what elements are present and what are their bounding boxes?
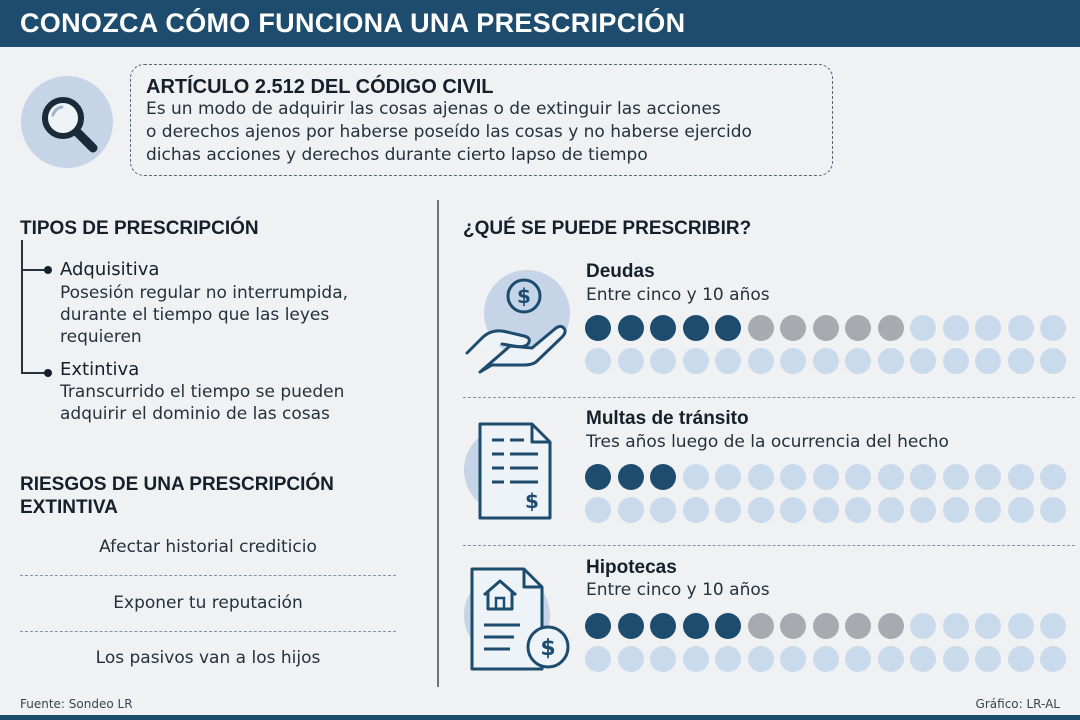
empty-dot <box>748 464 774 490</box>
risks-title <box>20 473 334 519</box>
empty-dot <box>975 497 1001 523</box>
dot-row <box>585 613 1075 644</box>
empty-dot <box>1008 613 1034 639</box>
empty-dot <box>780 464 806 490</box>
empty-dot <box>1008 646 1034 672</box>
type-name-adquisitiva: Adquisitiva <box>60 259 160 280</box>
type-description-extintiva <box>60 381 344 425</box>
empty-dot <box>910 348 936 374</box>
empty-dot <box>845 348 871 374</box>
range-dot <box>813 613 839 639</box>
range-dot <box>780 613 806 639</box>
range-dot <box>878 613 904 639</box>
dot-grid-multas <box>585 464 1075 530</box>
empty-dot <box>1008 315 1034 341</box>
dot-row <box>585 348 1075 379</box>
filled-dot <box>683 315 709 341</box>
empty-dot <box>650 646 676 672</box>
definition-text <box>146 98 836 167</box>
filled-dot <box>585 315 611 341</box>
page-title: CONOZCA CÓMO FUNCIONA UNA PRESCRIPCIÓN <box>20 8 686 38</box>
header-bar <box>0 0 1080 47</box>
empty-dot <box>910 315 936 341</box>
svg-text:$: $ <box>525 489 539 513</box>
divider <box>463 545 1075 546</box>
empty-dot <box>910 497 936 523</box>
divider <box>20 575 396 576</box>
dot-row <box>585 315 1075 346</box>
empty-dot <box>683 464 709 490</box>
empty-dot <box>715 646 741 672</box>
empty-dot <box>618 348 644 374</box>
empty-dot <box>1008 348 1034 374</box>
empty-dot <box>943 348 969 374</box>
filled-dot <box>585 613 611 639</box>
range-dot <box>845 613 871 639</box>
filled-dot <box>650 613 676 639</box>
risks-title-line: EXTINTIVA <box>20 497 118 518</box>
definition-title: ARTÍCULO 2.512 DEL CÓDIGO CIVIL <box>146 76 494 98</box>
type-description-adquisitiva <box>60 282 348 348</box>
empty-dot <box>748 497 774 523</box>
empty-dot <box>1040 497 1066 523</box>
empty-dot <box>748 348 774 374</box>
empty-dot <box>943 315 969 341</box>
hand-dollar-icon <box>462 268 572 378</box>
dot-grid-deudas <box>585 315 1075 381</box>
filled-dot <box>618 464 644 490</box>
divider <box>20 631 396 632</box>
empty-dot <box>780 348 806 374</box>
empty-dot <box>715 497 741 523</box>
risk-item: Los pasivos van a los hijos <box>95 648 321 668</box>
svg-text:$: $ <box>517 284 531 308</box>
empty-dot <box>650 497 676 523</box>
item-subtitle-hipotecas: Entre cinco y 10 años <box>586 580 770 600</box>
filled-dot <box>618 613 644 639</box>
empty-dot <box>585 348 611 374</box>
empty-dot <box>975 646 1001 672</box>
empty-dot <box>1040 646 1066 672</box>
empty-dot <box>878 348 904 374</box>
dot-row <box>585 464 1075 495</box>
range-dot <box>845 315 871 341</box>
range-dot <box>748 613 774 639</box>
description-line: Transcurrido el tiempo se pueden <box>60 382 345 402</box>
risk-item: Exponer tu reputación <box>113 593 303 613</box>
definition-line: o derechos ajenos por haberse poseído las cosas y no haberse ejercido <box>146 122 752 142</box>
bullet-dot <box>44 266 52 274</box>
empty-dot <box>943 646 969 672</box>
prescribe-title: ¿QUÉ SE PUEDE PRESCRIBIR? <box>463 218 752 239</box>
empty-dot <box>910 646 936 672</box>
filled-dot <box>650 315 676 341</box>
dot-row <box>585 497 1075 528</box>
item-subtitle-deudas: Entre cinco y 10 años <box>586 285 770 305</box>
type-name-extintiva: Extintiva <box>60 359 140 380</box>
empty-dot <box>975 348 1001 374</box>
range-dot <box>813 315 839 341</box>
filled-dot <box>715 315 741 341</box>
empty-dot <box>1040 464 1066 490</box>
types-title: TIPOS DE PRESCRIPCIÓN <box>20 218 259 239</box>
empty-dot <box>748 646 774 672</box>
svg-text:$: $ <box>540 636 556 661</box>
empty-dot <box>1008 464 1034 490</box>
empty-dot <box>813 464 839 490</box>
empty-dot <box>910 613 936 639</box>
empty-dot <box>683 646 709 672</box>
house-document-dollar-icon <box>462 565 572 675</box>
range-dot <box>780 315 806 341</box>
bullet-dot <box>44 369 52 377</box>
empty-dot <box>878 646 904 672</box>
column-divider <box>437 200 439 687</box>
risk-item: Afectar historial crediticio <box>99 537 317 557</box>
empty-dot <box>715 348 741 374</box>
filled-dot <box>683 613 709 639</box>
filled-dot <box>650 464 676 490</box>
empty-dot <box>813 348 839 374</box>
description-line: adquirir el dominio de las cosas <box>60 404 330 424</box>
range-dot <box>748 315 774 341</box>
filled-dot <box>618 315 644 341</box>
empty-dot <box>975 315 1001 341</box>
empty-dot <box>878 497 904 523</box>
description-line: durante el tiempo que las leyes <box>60 305 330 325</box>
empty-dot <box>585 646 611 672</box>
definition-line: Es un modo de adquirir las cosas ajenas o de extinguir las acciones <box>146 99 721 119</box>
definition-line: dichas acciones y derechos durante cierto lapso de tiempo <box>146 145 648 165</box>
empty-dot <box>910 464 936 490</box>
empty-dot <box>943 613 969 639</box>
source-note: Fuente: Sondeo LR <box>20 697 133 711</box>
footer-bar <box>0 715 1080 720</box>
empty-dot <box>878 464 904 490</box>
item-title-deudas: Deudas <box>586 261 655 282</box>
empty-dot <box>845 497 871 523</box>
tree-connector <box>21 240 23 373</box>
empty-dot <box>943 497 969 523</box>
empty-dot <box>975 613 1001 639</box>
empty-dot <box>585 497 611 523</box>
empty-dot <box>813 646 839 672</box>
item-title-hipotecas: Hipotecas <box>586 557 677 578</box>
filled-dot <box>715 613 741 639</box>
empty-dot <box>683 497 709 523</box>
empty-dot <box>845 646 871 672</box>
dot-grid-hipotecas <box>585 613 1075 679</box>
empty-dot <box>715 464 741 490</box>
divider <box>463 397 1075 398</box>
empty-dot <box>780 497 806 523</box>
empty-dot <box>1008 497 1034 523</box>
empty-dot <box>650 348 676 374</box>
range-dot <box>878 315 904 341</box>
empty-dot <box>813 497 839 523</box>
empty-dot <box>780 646 806 672</box>
empty-dot <box>975 464 1001 490</box>
risks-title-line: RIESGOS DE UNA PRESCRIPCIÓN <box>20 474 334 495</box>
description-line: Posesión regular no interrumpida, <box>60 283 349 303</box>
empty-dot <box>1040 315 1066 341</box>
dot-row <box>585 646 1075 677</box>
credit-note: Gráfico: LR-AL <box>975 697 1060 711</box>
empty-dot <box>845 464 871 490</box>
filled-dot <box>585 464 611 490</box>
invoice-dollar-icon <box>462 418 572 528</box>
empty-dot <box>683 348 709 374</box>
empty-dot <box>618 646 644 672</box>
search-icon <box>20 75 114 169</box>
empty-dot <box>943 464 969 490</box>
empty-dot <box>1040 613 1066 639</box>
description-line: requieren <box>60 327 142 347</box>
item-title-multas: Multas de tránsito <box>586 408 749 429</box>
empty-dot <box>618 497 644 523</box>
empty-dot <box>1040 348 1066 374</box>
item-subtitle-multas: Tres años luego de la ocurrencia del hecho <box>586 432 949 452</box>
